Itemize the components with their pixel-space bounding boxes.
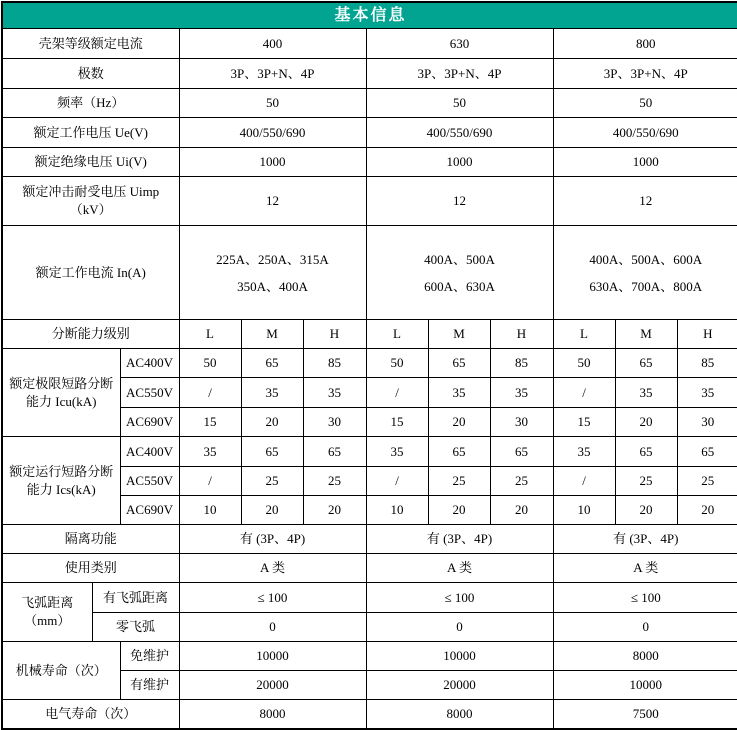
- in-3-line2: 630A、700A、800A: [589, 278, 703, 294]
- cell-icu: 15: [366, 408, 428, 437]
- cell-ics: 65: [615, 437, 677, 467]
- cell-usage-3: A 类: [553, 554, 737, 583]
- cell-freq-3: 50: [553, 89, 737, 118]
- cell-ics: 25: [677, 467, 737, 496]
- cell-ics: 20: [428, 496, 490, 525]
- row-frequency: [2, 89, 737, 118]
- row-label-ue: 额定工作电压 Ue(V): [2, 118, 179, 148]
- row-mech-free: [2, 642, 737, 671]
- sub-label-icu-ac400v: AC400V: [120, 349, 179, 378]
- cell-arc-zero-3: 0: [553, 613, 737, 642]
- cell-isolation-3: 有 (3P、4P): [553, 525, 737, 554]
- cell-icu: 85: [677, 349, 737, 378]
- cell-ics: 20: [677, 496, 737, 525]
- cell-icu: 65: [615, 349, 677, 378]
- cell-frame-630: 630: [366, 29, 553, 59]
- row-in-current: [2, 226, 737, 320]
- cell-isolation-2: 有 (3P、4P): [366, 525, 553, 554]
- cell-arc-with-1: ≤ 100: [179, 583, 366, 613]
- cell-usage-2: A 类: [366, 554, 553, 583]
- in-3-line1: 400A、500A、600A: [589, 251, 703, 267]
- cell-mech-free-3: 8000: [553, 642, 737, 671]
- cell-ui-1: 1000: [179, 148, 366, 177]
- sub-label-icu-ac550v: AC550V: [120, 378, 179, 408]
- cell-ics: 25: [241, 467, 303, 496]
- cell-ics: 65: [241, 437, 303, 467]
- cell-ics: 35: [553, 437, 615, 467]
- cell-frame-400: 400: [179, 29, 366, 59]
- cell-level: H: [490, 320, 553, 349]
- cell-icu: 15: [553, 408, 615, 437]
- cell-arc-zero-1: 0: [179, 613, 366, 642]
- cell-ics: /: [366, 467, 428, 496]
- cell-elec-3: 7500: [553, 700, 737, 730]
- row-label-icu: 额定极限短路分断能力 Icu(kA): [2, 349, 120, 437]
- cell-icu: 35: [615, 378, 677, 408]
- cell-in-2: [366, 226, 553, 320]
- cell-icu: 35: [303, 378, 366, 408]
- cell-icu: 65: [241, 349, 303, 378]
- table-title: 基本信息: [2, 2, 737, 29]
- cell-in-1: [179, 226, 366, 320]
- cell-ui-2: 1000: [366, 148, 553, 177]
- cell-level: L: [179, 320, 241, 349]
- row-icu-ac400v: [2, 349, 737, 378]
- cell-mech-maint-3: 10000: [553, 671, 737, 700]
- cell-mech-maint-1: 20000: [179, 671, 366, 700]
- cell-ics: 25: [428, 467, 490, 496]
- cell-icu: 50: [179, 349, 241, 378]
- row-label-ics: 额定运行短路分断能力 Ics(kA): [2, 437, 120, 525]
- cell-icu: 20: [615, 408, 677, 437]
- row-label-breaking-level: 分断能力级别: [2, 320, 179, 349]
- cell-mech-free-1: 10000: [179, 642, 366, 671]
- row-arc-zero: [2, 613, 737, 642]
- in-2-line1: 400A、500A: [424, 251, 495, 267]
- row-ue: [2, 118, 737, 148]
- cell-elec-2: 8000: [366, 700, 553, 730]
- row-label-arc: 飞弧距离（mm）: [2, 583, 92, 642]
- cell-ics: 20: [615, 496, 677, 525]
- cell-icu: /: [179, 378, 241, 408]
- cell-ics: 65: [428, 437, 490, 467]
- cell-freq-2: 50: [366, 89, 553, 118]
- cell-level: M: [615, 320, 677, 349]
- row-ui: [2, 148, 737, 177]
- row-usage: [2, 554, 737, 583]
- cell-icu: 50: [366, 349, 428, 378]
- cell-icu: 50: [553, 349, 615, 378]
- cell-level: L: [366, 320, 428, 349]
- row-label-uimp: 额定冲击耐受电压 Uimp（kV）: [2, 177, 179, 226]
- cell-poles-2: 3P、3P+N、4P: [366, 59, 553, 89]
- cell-mech-maint-2: 20000: [366, 671, 553, 700]
- cell-uimp-2: 12: [366, 177, 553, 226]
- row-label-elec-life: 电气寿命（次）: [2, 700, 179, 730]
- cell-icu: 30: [303, 408, 366, 437]
- in-2-line2: 600A、630A: [424, 278, 495, 294]
- cell-icu: 35: [490, 378, 553, 408]
- cell-ics: 25: [490, 467, 553, 496]
- cell-ics: 65: [677, 437, 737, 467]
- cell-level: M: [241, 320, 303, 349]
- in-1-line2: 350A、400A: [237, 278, 308, 294]
- cell-icu: 85: [303, 349, 366, 378]
- cell-icu: 65: [428, 349, 490, 378]
- cell-ics: 20: [303, 496, 366, 525]
- cell-ics: 20: [490, 496, 553, 525]
- row-label-poles: 极数: [2, 59, 179, 89]
- cell-mech-free-2: 10000: [366, 642, 553, 671]
- cell-ics: /: [179, 467, 241, 496]
- cell-icu: 85: [490, 349, 553, 378]
- cell-poles-1: 3P、3P+N、4P: [179, 59, 366, 89]
- row-label-usage: 使用类别: [2, 554, 179, 583]
- cell-level: H: [303, 320, 366, 349]
- row-ics-ac400v: [2, 437, 737, 467]
- cell-ics: 10: [179, 496, 241, 525]
- in-1-line1: 225A、250A、315A: [216, 251, 329, 267]
- row-frame-current: [2, 29, 737, 59]
- sub-label-arc-with: 有飞弧距离: [92, 583, 179, 613]
- row-poles: [2, 59, 737, 89]
- sub-label-mech-free: 免维护: [120, 642, 179, 671]
- cell-frame-800: 800: [553, 29, 737, 59]
- row-uimp: [2, 177, 737, 226]
- sub-label-arc-zero: 零飞弧: [92, 613, 179, 642]
- cell-ics: 10: [553, 496, 615, 525]
- cell-ics: 20: [241, 496, 303, 525]
- cell-ics: 25: [303, 467, 366, 496]
- sub-label-ics-ac690v: AC690V: [120, 496, 179, 525]
- cell-level: M: [428, 320, 490, 349]
- cell-ue-1: 400/550/690: [179, 118, 366, 148]
- cell-icu: 35: [241, 378, 303, 408]
- row-label-mech-life: 机械寿命（次）: [2, 642, 120, 700]
- cell-arc-with-3: ≤ 100: [553, 583, 737, 613]
- header-row: [2, 2, 737, 29]
- cell-arc-zero-2: 0: [366, 613, 553, 642]
- cell-icu: 35: [428, 378, 490, 408]
- cell-icu: 30: [490, 408, 553, 437]
- cell-level: L: [553, 320, 615, 349]
- cell-ics: 25: [615, 467, 677, 496]
- row-label-in-current: 额定工作电流 In(A): [2, 226, 179, 320]
- row-label-frame-current: 壳架等级额定电流: [2, 29, 179, 59]
- sub-label-ics-ac400v: AC400V: [120, 437, 179, 467]
- cell-icu: 35: [677, 378, 737, 408]
- cell-ics: /: [553, 467, 615, 496]
- cell-in-3: [553, 226, 737, 320]
- cell-elec-1: 8000: [179, 700, 366, 730]
- sub-label-icu-ac690v: AC690V: [120, 408, 179, 437]
- cell-icu: /: [366, 378, 428, 408]
- row-label-frequency: 频率（Hz）: [2, 89, 179, 118]
- row-arc-with: [2, 583, 737, 613]
- cell-usage-1: A 类: [179, 554, 366, 583]
- cell-icu: 30: [677, 408, 737, 437]
- row-breaking-level: [2, 320, 737, 349]
- cell-arc-with-2: ≤ 100: [366, 583, 553, 613]
- cell-ics: 10: [366, 496, 428, 525]
- cell-uimp-1: 12: [179, 177, 366, 226]
- cell-ui-3: 1000: [553, 148, 737, 177]
- basic-info-table: [1, 1, 737, 730]
- cell-ue-2: 400/550/690: [366, 118, 553, 148]
- row-elec-life: [2, 700, 737, 730]
- cell-ics: 65: [490, 437, 553, 467]
- sub-label-mech-maint: 有维护: [120, 671, 179, 700]
- cell-uimp-3: 12: [553, 177, 737, 226]
- cell-ue-3: 400/550/690: [553, 118, 737, 148]
- row-label-ui: 额定绝缘电压 Ui(V): [2, 148, 179, 177]
- cell-icu: 15: [179, 408, 241, 437]
- cell-level: H: [677, 320, 737, 349]
- row-isolation: [2, 525, 737, 554]
- cell-icu: 20: [241, 408, 303, 437]
- row-label-isolation: 隔离功能: [2, 525, 179, 554]
- cell-icu: /: [553, 378, 615, 408]
- cell-freq-1: 50: [179, 89, 366, 118]
- cell-poles-3: 3P、3P+N、4P: [553, 59, 737, 89]
- cell-icu: 20: [428, 408, 490, 437]
- sub-label-ics-ac550v: AC550V: [120, 467, 179, 496]
- cell-ics: 35: [366, 437, 428, 467]
- cell-ics: 65: [303, 437, 366, 467]
- cell-isolation-1: 有 (3P、4P): [179, 525, 366, 554]
- cell-ics: 35: [179, 437, 241, 467]
